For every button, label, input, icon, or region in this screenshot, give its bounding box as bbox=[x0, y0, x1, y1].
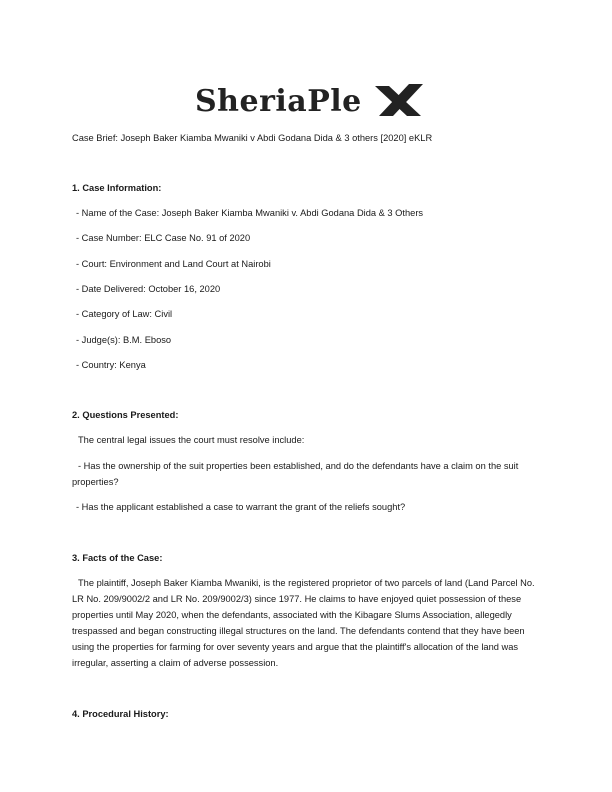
case-info-item: - Case Number: ELC Case No. 91 of 2020 bbox=[76, 233, 251, 243]
case-info-item: - Category of Law: Civil bbox=[76, 309, 173, 319]
section-heading-procedural-history: 4. Procedural History: bbox=[72, 709, 169, 719]
section-heading-questions-presented: 2. Questions Presented: bbox=[72, 410, 179, 420]
case-info-item: - Name of the Case: Joseph Baker Kiamba Mwaniki v. Abdi Godana Dida & 3 Others bbox=[76, 208, 424, 218]
questions-intro: The central legal issues the court must resolve include: bbox=[78, 435, 305, 445]
facts-paragraph: The plaintiff, Joseph Baker Kiamba Mwaniki, is the registered proprietor of two parcels of land (Land Parcel No. LR No. 209/9002/2 and LR No. 209/9002/3) since 1977. He claims to have enjoyed quiet possession of these properties until May 2020, when the defendants, associated with the Kibagare Slums Association, allegedly trespassed and began constructing illegal structures on the land. The defendants contend that they have been using the properties for farming for over seventy years and argue that the plaintiff's allocation of the land was irregular, asserting a claim of adverse possession. bbox=[72, 578, 535, 668]
question-item: - Has the ownership of the suit properties been established, and do the defendants have a claim on the suit properties? bbox=[72, 461, 519, 487]
question-item: - Has the applicant established a case to warrant the grant of the reliefs sought? bbox=[76, 502, 406, 512]
sheriaplex-logo bbox=[195, 78, 425, 120]
section-heading-case-information: 1. Case Information: bbox=[72, 183, 162, 193]
logo-x-mark bbox=[375, 84, 423, 116]
logo-wordmark: SheriaPle bbox=[195, 84, 362, 119]
case-info-item: - Court: Environment and Land Court at Nairobi bbox=[76, 259, 271, 269]
case-info-item: - Country: Kenya bbox=[76, 360, 146, 370]
case-brief-title: Case Brief: Joseph Baker Kiamba Mwaniki v Abdi Godana Dida & 3 others [2020] eKLR bbox=[72, 133, 433, 143]
section-heading-facts: 3. Facts of the Case: bbox=[72, 553, 163, 563]
case-info-item: - Date Delivered: October 16, 2020 bbox=[76, 284, 221, 294]
case-info-item: - Judge(s): B.M. Eboso bbox=[76, 335, 172, 345]
